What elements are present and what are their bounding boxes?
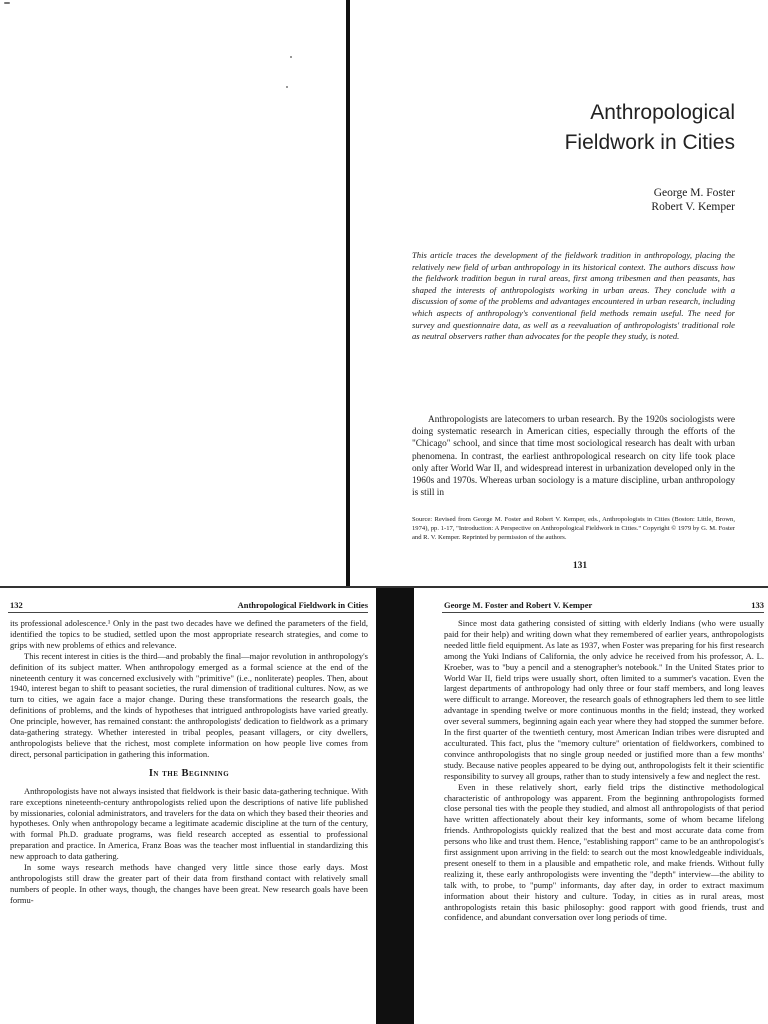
section-heading: In the Beginning — [148, 767, 230, 779]
source-note: Source: Revised from George M. Foster and Robert V. Kemper, eds., Anthropologists in Cities (Boston: Little, Brown, 1974), pp. 1-17, "Introduction: A Perspective on Anthropological Fieldwork in Cities." Copyright © 1979 by G. M. Foster and R. V. Kemper. Reprinted by permission of the authors. — [412, 516, 735, 541]
scan-speck — [290, 56, 292, 58]
paragraph: Even in these relatively short, early field trips the distinctive methodological characteristic of anthropology was apparent. From the beginning anthropologists formed close personal ties with the people they studied, and almost all anthropologists of that period have written affectionately about their key informants, some of whom became lifelong friends. Anthropologists quickly realized that the best and most accurate data come from persons who like and trust them. Hence, "establishing rapport" came to be an anthropologist's first assignment upon arriving in the field: to search out the most knowledgeable individuals, present oneself to them in a plausible and empathetic role, and make friends. Without fully realizing it, these early anthropologists were inventing the "depth" interview—the ability to talk with, to probe, to "pump" informants, day after day, in order to extract maximum information about their history and culture. Today, in cities as in rural areas, most anthropologists retain this basic philosophy: good rapport with good friends, trust and confidence, and abundant conversation over long periods of time. — [444, 781, 764, 923]
gutter-shadow — [346, 0, 350, 588]
author-name: Robert V. Kemper — [651, 201, 735, 213]
page-number: 131 — [572, 561, 588, 571]
author-block — [500, 186, 735, 214]
article-title-line-2: Fieldwork in Cities — [564, 131, 735, 154]
header-rule — [442, 612, 764, 613]
paragraph: Since most data gathering consisted of sitting with elderly Indians (who were usually paid for their help) and writing down what they remembered of earlier years, anthropologists needed little field equipment. As late as 1937, when Foster was preparing for his first research among the Yuki Indians of California, the only advice he received from his professor, A. L. Kroeber, was to "buy a pencil and a stenographer's notebook." In the United States prior to World War II, field trips were usually short, often limited to a summer's vacation. Even the largest departments of anthropology had only three or four staff members, and long leaves were difficult to arrange. Moreover, the research goals of ethnographers led them to see little advantage in spending twelve or more continuous months in the field; instead, they worked over several summers, beginning again each year where they had stopped the summer before. In the first quarter of the twentieth century, most American Indian tribes were disrupted and acculturated. This fact, plus the "memory culture" orientation of fieldworkers, combined to convince anthropologists that no single group needed or justified more than a few months' study. Because native peoples appeared to be dying out, anthropologists felt it their scientific responsibility to survey all groups, rather than to study intensively a few and neglect the rest. — [444, 618, 764, 781]
page-number: 133 — [751, 600, 764, 610]
author-name: George M. Foster — [653, 187, 735, 199]
scan-speck — [286, 86, 288, 88]
paragraph: Anthropologists have not always insisted that fieldwork is their basic data-gathering technique. With rare exceptions nineteenth-century anthropologists relied upon the descriptions of native life published by missionaries, colonial administrators, and travelers for the data on which they based their theories and hypotheses. Only when anthropology became a legitimate academic discipline at the turn of the century, with formal Ph.D. graduate programs, was field research accepted as essential to professional preparation and practice. In America, Franz Boas was the teacher most influential in standardizing this new approach to data gathering. — [10, 785, 368, 862]
binding-gutter — [376, 588, 414, 1024]
page-132 — [0, 590, 376, 1024]
scan-speck — [4, 2, 10, 4]
paragraph: In some ways research methods have changed very little since those early days. Most anthropologists still draw the greater part of their data from firsthand contact with relatively small numbers of people. In other ways, though, the changes have been great. New research goals have been formu- — [10, 862, 368, 905]
paragraph: This recent interest in cities is the third—and probably the final—major revolution in anthropology's definition of its subject matter. When anthropology emerged as a formal science at the end of the nineteenth century it was concerned exclusively with "primitive" (i.e., nonliterate) peoples. Then, about 1940, interest began to shift to peasant societies, the rural dimension of traditional cultures. Now, as we turn to cities, we again face a major change. During these transformations the research goals, the definitions of problems, and the kinds of hypotheses that intrigued anthropologists have varied greatly. One principle, however, has remained constant: the anthropologists' dedication to fieldwork as a primary data-gathering strategy. Whether interested in tribal peoples, peasant villagers, or city dwellers, anthropologists believe that the richest, most complete information on how people live comes from direct, personal participation in gathering this information. — [10, 650, 368, 759]
page-number: 132 — [10, 600, 23, 610]
intro-paragraph: Anthropologists are latecomers to urban research. By the 1920s sociologists were doing systematic research in American cities, especially through the efforts of the "Chicago" school, and since that time most sociological research has dealt with urban phenomena. In contrast, the earliest anthropological research on city life took place only after World War II, and widespread interest in urbanization developed only in the 1960s and 1970s. Whereas urban sociology is a mature discipline, urban anthropology is still in — [412, 415, 735, 499]
page-133 — [414, 590, 768, 1024]
body-text — [10, 618, 368, 906]
running-head: Anthropological Fieldwork in Cities — [237, 600, 368, 610]
running-head: George M. Foster and Robert V. Kemper — [444, 600, 593, 610]
body-text — [444, 618, 764, 923]
paragraph: its professional adolescence.¹ Only in the past two decades have we defined the parameters of the field, identified the topics to be studied, settled upon the most appropriate research strategies, and come to grips with new problems of ethics and relevance. — [10, 618, 368, 650]
article-abstract: This article traces the development of the fieldwork tradition in anthropology, placing the relatively new field of urban anthropology in its historical context. The authors discuss how the fieldwork tradition begun in rural areas, first among tribesmen and then peasants, has shaped the interests of anthropologists working in urban areas. They conclude with a discussion of some of the problems and advantages encountered in urban research, including which aspects of anthropology's conventional field methods remain useful. The need for survey and questionnaire data, as well as a reevaluation of anthropologists' traditional role as neutral observers rather than advocates for the people they study, is noted. — [412, 250, 735, 342]
header-rule — [8, 612, 368, 613]
article-title-line-1: Anthropological — [590, 101, 735, 124]
